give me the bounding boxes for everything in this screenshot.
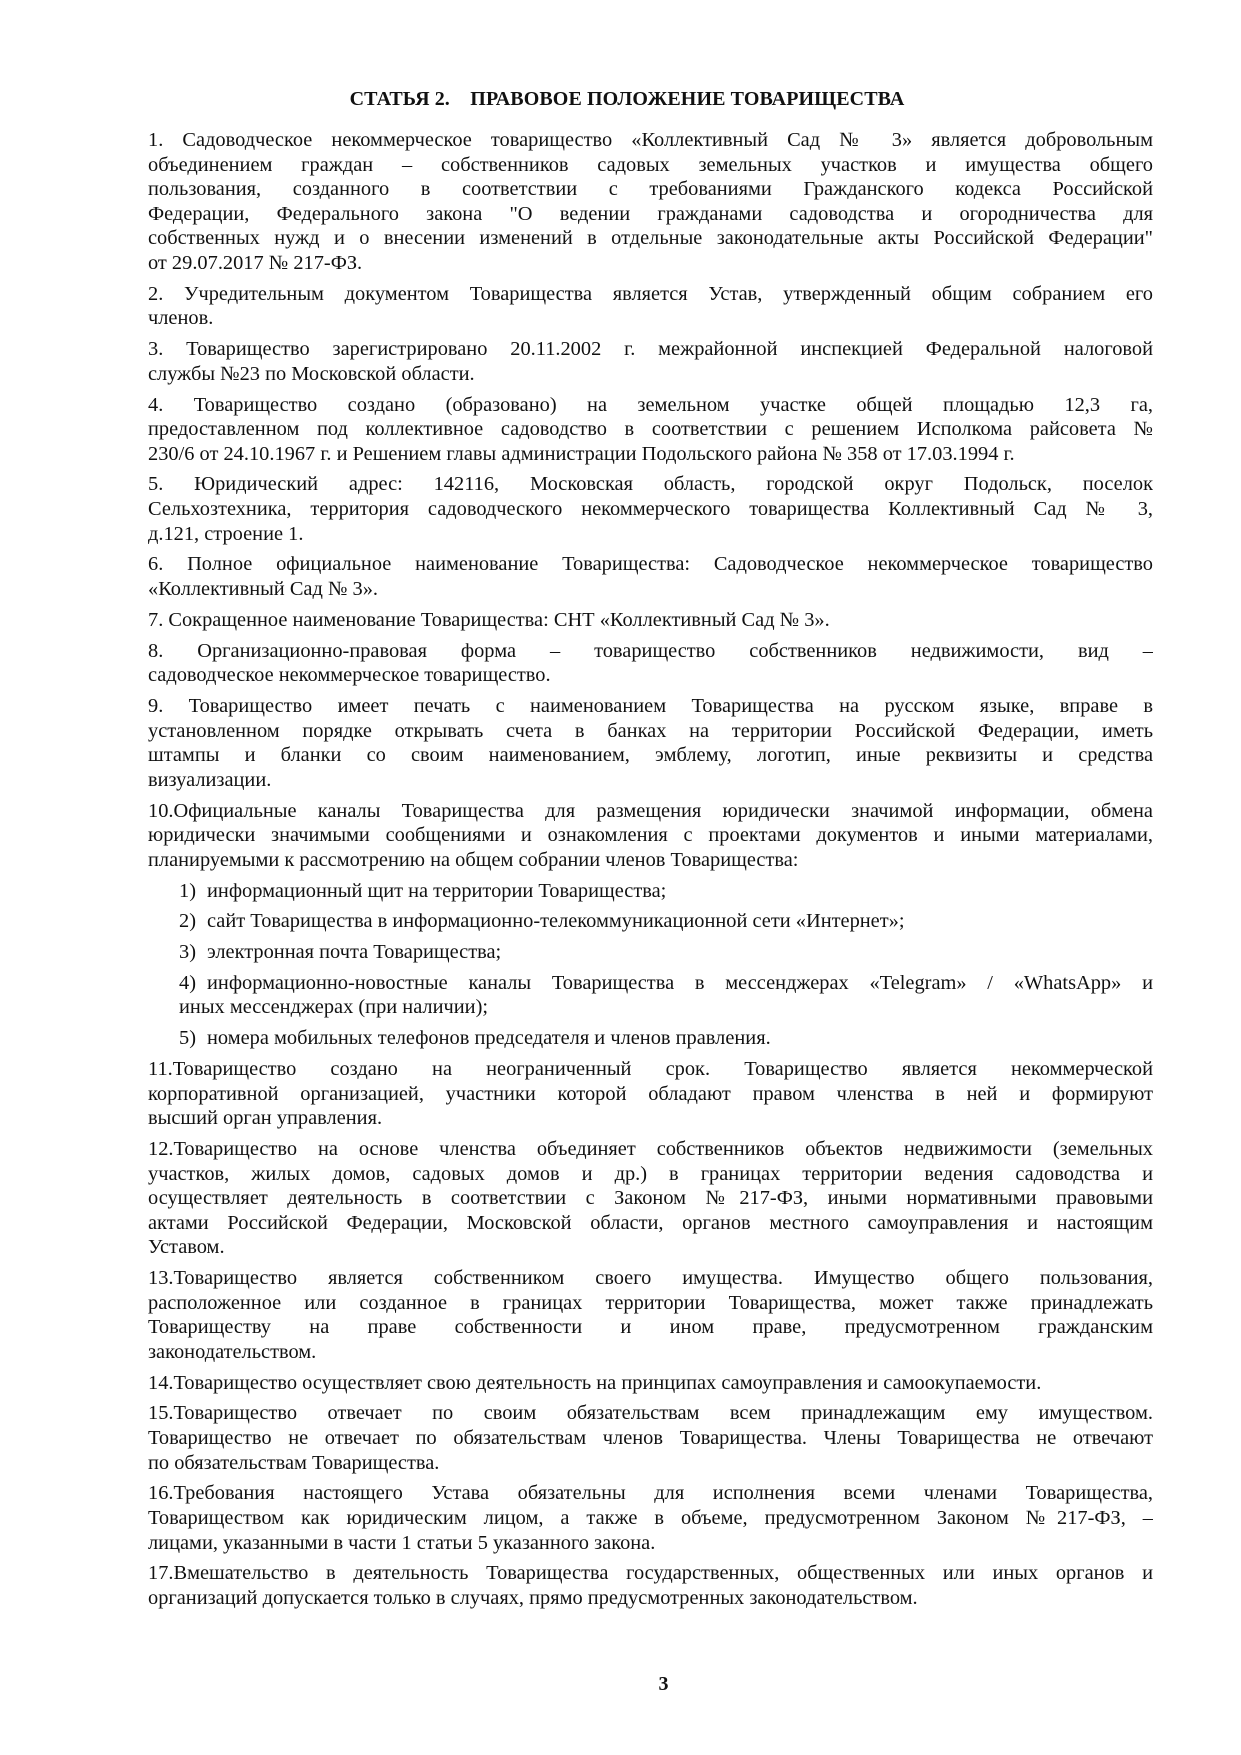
list-item-text: электронная почта Товарищества; (207, 941, 502, 964)
text-line: 9. Товарищество имеет печать с наименованием Товарищества на русском языке, вправе в (148, 694, 1153, 717)
text-line (179, 879, 1153, 904)
text-line: «Коллективный Сад № 3». (148, 578, 378, 601)
paragraph-17 (148, 1561, 1153, 1610)
text-line: участков, жилых домов, садовых домов и др.) в границах территории ведения садоводства и (148, 1162, 1153, 1185)
text-line: планируемыми к рассмотрению на общем собрании членов Товарищества: (148, 848, 799, 871)
text-line: 12.Товарищество на основе членства объединяет собственников объектов недвижимости (земельных (148, 1137, 1153, 1160)
list-number: 5) (179, 1027, 196, 1050)
paragraph-5 (148, 472, 1153, 546)
text-line: Товариществом как юридическим лицом, а также в объеме, предусмотренном Законом №217-ФЗ, – (148, 1507, 1153, 1530)
list-number: 1) (179, 879, 196, 902)
text-line: предоставленном под коллективное садоводство в соответствии с решением Исполкома райсовета № (148, 418, 1153, 441)
list-item (148, 879, 1153, 904)
article-heading: СТАТЬЯ 2. ПРАВОВОЕ ПОЛОЖЕНИЕ ТОВАРИЩЕСТВА (349, 88, 905, 110)
text-line: осуществляет деятельность в соответствии с Законом №217-ФЗ, иными нормативными правовыми (148, 1187, 1153, 1210)
text-line: от 29.07.2017 № 217-ФЗ. (148, 251, 363, 274)
paragraph-1 (148, 128, 1153, 276)
text-line: 8. Организационно-правовая форма – товарищество собственников недвижимости, вид – (148, 639, 1153, 662)
list-item-text: информационно-новостные каналы Товарищества в мессенджерах «Telegram» / «WhatsApp» и (207, 971, 1153, 994)
text-line: объединением граждан – собственников садовых земельных участков и имущества общего (148, 153, 1153, 176)
article-body (148, 128, 1153, 1617)
text-line: штампы и бланки со своим наименованием, эмблему, логотип, иные реквизиты и средства (148, 744, 1153, 767)
paragraph-9 (148, 694, 1153, 792)
text-line: 230/6 от 24.10.1967 г. и Решением главы администрации Подольского района № 358 от 17.03.1994 г. (148, 442, 1015, 465)
paragraph-13 (148, 1266, 1153, 1364)
paragraph-3 (148, 337, 1153, 386)
text-line: 11.Товарищество создано на неограниченный срок. Товарищество является некоммерческой (148, 1058, 1153, 1080)
list-item (148, 971, 1153, 1020)
text-line: Сельхозтехника, территория садоводческого некоммерческого товарищества Коллективный Сад № 3, (148, 498, 1153, 521)
list-number: 4) (179, 971, 196, 994)
text-line: службы №23 по Московской области. (148, 362, 475, 385)
paragraph-15 (148, 1401, 1153, 1475)
text-line: 6. Полное официальное наименование Товарищества: Садоводческое некоммерческое товарищество (148, 553, 1153, 576)
text-line: собственных нужд и о внесении изменений в отдельные законодательные акты Российской Федерации" (148, 227, 1153, 250)
list-number: 2) (179, 910, 196, 933)
text-line: д.121, строение 1. (148, 522, 304, 545)
paragraph-16 (148, 1481, 1153, 1555)
text-line: иных мессенджерах (при наличии); (179, 996, 489, 1019)
text-line: расположенное или созданное в границах территории Товарищества, может также принадлежать (148, 1291, 1153, 1314)
text-line: 17.Вмешательство в деятельность Товарищества государственных, общественных или иных органов и (148, 1562, 1153, 1585)
list-item-text: номера мобильных телефонов председателя и членов правления. (207, 1027, 771, 1050)
text-line: по обязательствам Товарищества. (148, 1451, 440, 1474)
text-line: 13.Товарищество является собственником своего имущества. Имущество общего пользования, (148, 1267, 1153, 1290)
text-line: Уставом. (148, 1236, 225, 1259)
paragraph-2 (148, 282, 1153, 331)
text-line: Товарищество не отвечает по обязательствам членов Товарищества. Члены Товарищества не отвечают (148, 1427, 1153, 1450)
paragraph-7 (148, 608, 1153, 633)
text-line (179, 1026, 1153, 1051)
text-line: 7. Сокращенное наименование Товарищества: СНТ «Коллективный Сад № 3». (148, 608, 830, 631)
paragraph-14 (148, 1371, 1153, 1396)
text-line: установленном порядке открывать счета в банках на территории Российской Федерации, иметь (148, 719, 1153, 742)
text-line: корпоративной организацией, участники которой обладают правом членства в ней и формируют (148, 1082, 1153, 1105)
paragraph-11 (148, 1057, 1153, 1131)
text-line: членов. (148, 307, 214, 330)
text-line: садоводческое некоммерческое товарищество. (148, 664, 551, 687)
paragraph-6 (148, 552, 1153, 601)
text-line: лицами, указанными в части 1 статьи 5 указанного закона. (148, 1531, 656, 1554)
text-line: организаций допускается только в случаях, прямо предусмотренных законодательством. (148, 1587, 918, 1609)
text-line (179, 971, 1153, 996)
text-line: 10.Официальные каналы Товарищества для размещения юридически значимой информации, обмена (148, 799, 1153, 822)
text-line: высший орган управления. (148, 1107, 383, 1130)
text-line: 1. Садоводческое некоммерческое товарищество «Коллективный Сад № 3» является добровольным (148, 129, 1153, 151)
text-line: Товариществу на праве собственности и ином праве, предусмотренном гражданским (148, 1316, 1153, 1339)
list-item-text: сайт Товарищества в информационно-телекоммуникационной сети «Интернет»; (207, 910, 905, 933)
text-line: 14.Товарищество осуществляет свою деятельность на принципах самоуправления и самоокупаемости. (148, 1371, 1042, 1394)
text-line: 3. Товарищество зарегистрировано 20.11.2002 г. межрайонной инспекцией Федеральной налоговой (148, 338, 1153, 361)
paragraph-10 (148, 799, 1153, 873)
text-line: актами Российской Федерации, Московской области, органов местного самоуправления и настоящим (148, 1211, 1153, 1234)
text-line: юридически значимыми сообщениями и ознакомления с проектами документов и иными материалами, (148, 824, 1153, 847)
text-line: пользования, созданного в соответствии с требованиями Гражданского кодекса Российской (148, 178, 1153, 201)
text-line: 15.Товарищество отвечает по своим обязательствам всем принадлежащим ему имуществом. (148, 1402, 1153, 1425)
paragraph-8 (148, 639, 1153, 688)
list-item (148, 1026, 1153, 1051)
paragraph-4 (148, 393, 1153, 467)
text-line: 2. Учредительным документом Товарищества является Устав, утвержденный общим собранием его (148, 282, 1153, 305)
list-item (148, 909, 1153, 934)
page-number: 3 (658, 1673, 669, 1695)
paragraph-12 (148, 1137, 1153, 1260)
text-line (179, 940, 1153, 965)
text-line (179, 909, 1153, 934)
text-line: законодательством. (148, 1340, 317, 1363)
list-item (148, 940, 1153, 965)
text-line: визуализации. (148, 768, 272, 791)
list-number: 3) (179, 941, 196, 964)
text-line: Федерации, Федерального закона "О ведении гражданами садоводства и огородничества для (148, 202, 1153, 225)
list-item-text: информационный щит на территории Товарищества; (207, 879, 667, 902)
text-line: 16.Требования настоящего Устава обязательны для исполнения всеми членами Товарищества, (148, 1482, 1153, 1505)
text-line: 5. Юридический адрес: 142116, Московская область, городской округ Подольск, поселок (148, 473, 1153, 496)
text-line: 4. Товарищество создано (образовано) на земельном участке общей площадью 12,3 га, (148, 393, 1153, 416)
